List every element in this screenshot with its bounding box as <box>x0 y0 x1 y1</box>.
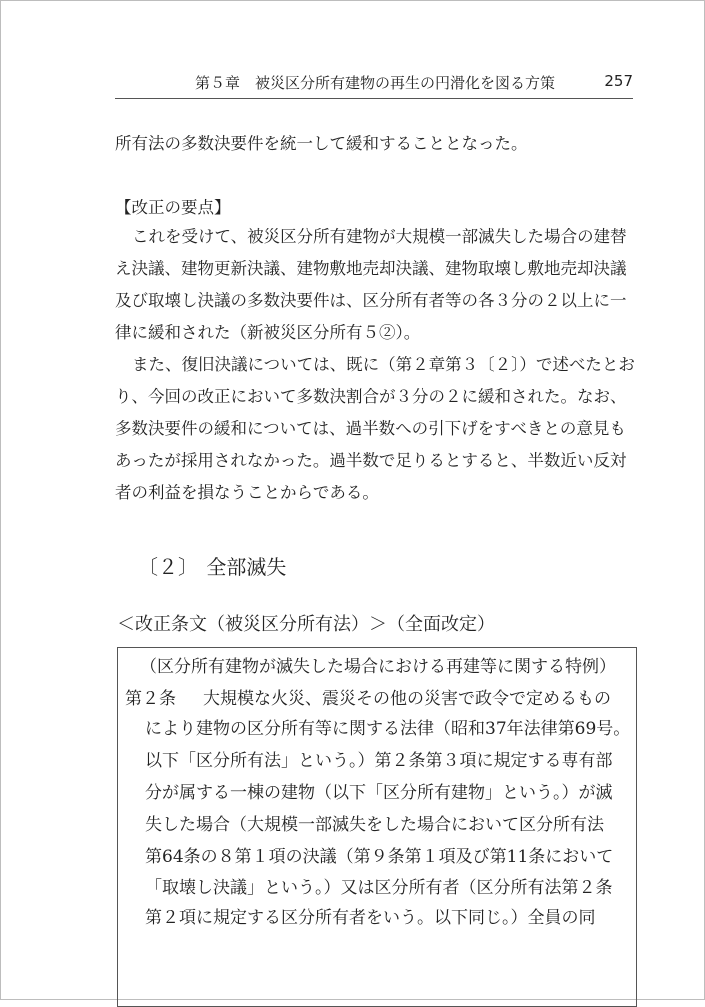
section-number: 〔２〕 <box>138 555 198 579</box>
key-points-heading: 【改正の要点】 <box>115 198 231 217</box>
chapter-title: 第５章 被災区分所有建物の再生の円滑化を図る方策 <box>194 74 555 92</box>
paragraph-line: え決議、建物更新決議、建物敷地売却決議、建物取壊し敷地売却決議 <box>115 259 627 278</box>
article-first-line <box>125 688 611 710</box>
paragraph-line: これを受けて、被災区分所有建物が大規模一部滅失した場合の建替 <box>132 227 627 246</box>
paragraph-line: 律に緩和された（新被災区分所有５②）。 <box>115 323 421 342</box>
paragraph-line: また、復旧決議については、既に（第２章第３〔２〕）で述べたとお <box>132 355 635 374</box>
paragraph-line: 多数決要件の緩和については、過半数への引下げをすべきとの意見も <box>115 419 626 438</box>
paragraph-line: あったが採用されなかった。過半数で足りるとすると、半数近い反対 <box>115 451 627 470</box>
article-caption: （区分所有建物が滅失した場合における再建等に関する特例） <box>140 657 616 677</box>
paragraph-line: 者の利益を損なうことからである。 <box>115 483 379 502</box>
article-text: 大規模な火災、震災その他の災害で政令で定めるもの <box>203 689 611 709</box>
article-line: 第64条の８第１項の決議（第９条第１項及び第11条において <box>145 847 614 867</box>
article-line: により建物の区分所有等に関する法律（昭和37年法律第69号。 <box>145 719 631 739</box>
section-heading <box>138 551 286 580</box>
amendment-heading: ＜改正条文（被災区分所有法）＞（全面改定） <box>117 614 495 635</box>
article-line: 第２項に規定する区分所有者をいう。以下同じ。）全員の同 <box>145 908 596 928</box>
article-line: 分が属する一棟の建物（以下「区分所有建物」という。）が滅 <box>145 783 613 803</box>
article-line: 以下「区分所有法」という。）第２条第３項に規定する専有部 <box>145 751 613 771</box>
paragraph-line: 及び取壊し決議の多数決要件は、区分所有者等の各３分の２以上に一 <box>115 291 627 310</box>
article-label: 第２条 <box>125 689 176 709</box>
section-title: 全部滅失 <box>206 555 287 579</box>
running-header <box>115 72 633 99</box>
article-line: 失した場合（大規模一部滅失をした場合において区分所有法 <box>145 815 604 835</box>
intro-line: 所有法の多数決要件を統一して緩和することとなった。 <box>115 134 528 153</box>
paragraph-line: り、今回の改正において多数決割合が３分の２に緩和された。なお、 <box>115 387 627 406</box>
article-line: 「取壊し決議」という。）又は区分所有者（区分所有法第２条 <box>145 878 613 898</box>
page-number: 257 <box>604 72 633 90</box>
